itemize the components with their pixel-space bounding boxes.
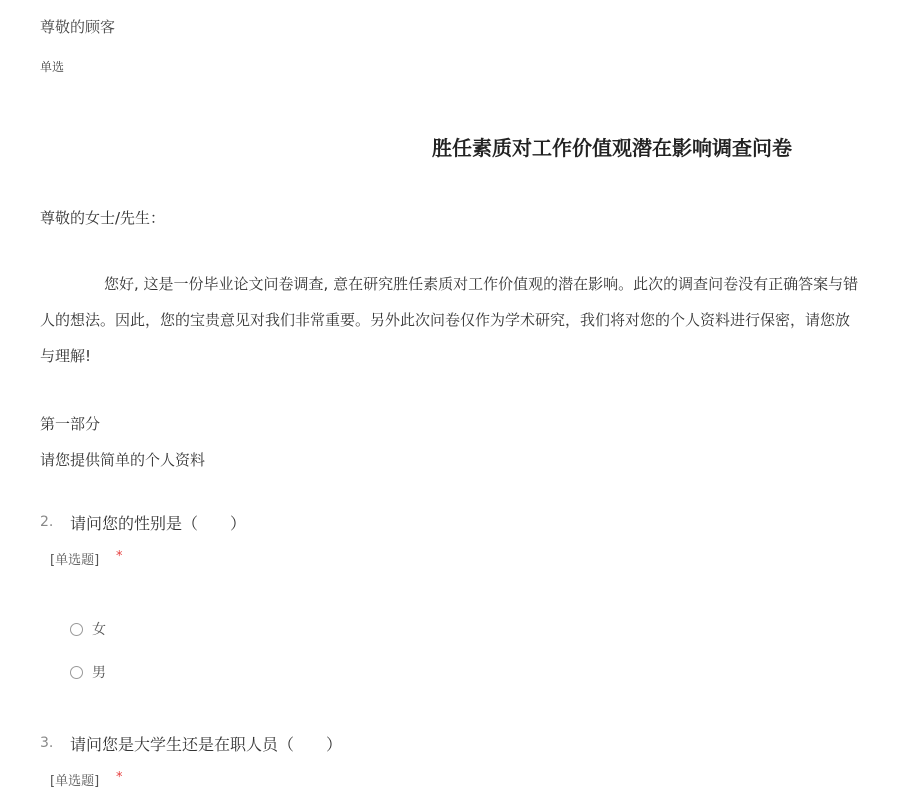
section-title: 第一部分 [40, 415, 101, 433]
intro-line-3: 与理解! [40, 347, 92, 365]
survey-title: 胜任素质对工作价值观潜在影响调查问卷 [432, 136, 792, 160]
single-select-tag: 单选 [40, 60, 65, 74]
question-2-number: 2. [40, 514, 54, 530]
question-2-text: 请问您的性别是（ ） [70, 514, 247, 533]
intro-line-2: 人的想法。因此，您的宝贵意见对我们非常重要。另外此次问卷仅作为学术研究，我们将对您的个人资料进行保密，请您放 [40, 311, 851, 329]
intro-line-1: 您好, 这是一份毕业论文问卷调查, 意在研究胜任素质对工作价值观的潜在影响。此次的调查问卷没有正确答案与错 [104, 275, 859, 293]
radio-button[interactable] [70, 623, 83, 636]
section-subtitle: 请您提供简单的个人资料 [40, 451, 206, 469]
question-3-text: 请问您是大学生还是在职人员（ ） [70, 735, 343, 754]
question-3-type: [单选题] [50, 774, 100, 789]
question-2-required-marker: * [116, 549, 123, 564]
question-2-option-male[interactable] [70, 662, 106, 682]
greeting: 尊敬的女士/先生： [40, 209, 166, 227]
radio-button[interactable] [70, 666, 83, 679]
question-3-required-marker: * [116, 770, 123, 785]
question-2-type: [单选题] [50, 553, 100, 568]
option-label: 男 [92, 665, 106, 681]
customer-label: 尊敬的顾客 [40, 18, 116, 36]
option-label: 女 [92, 622, 106, 638]
question-2-option-female[interactable] [70, 619, 106, 639]
question-3-number: 3. [40, 735, 54, 751]
